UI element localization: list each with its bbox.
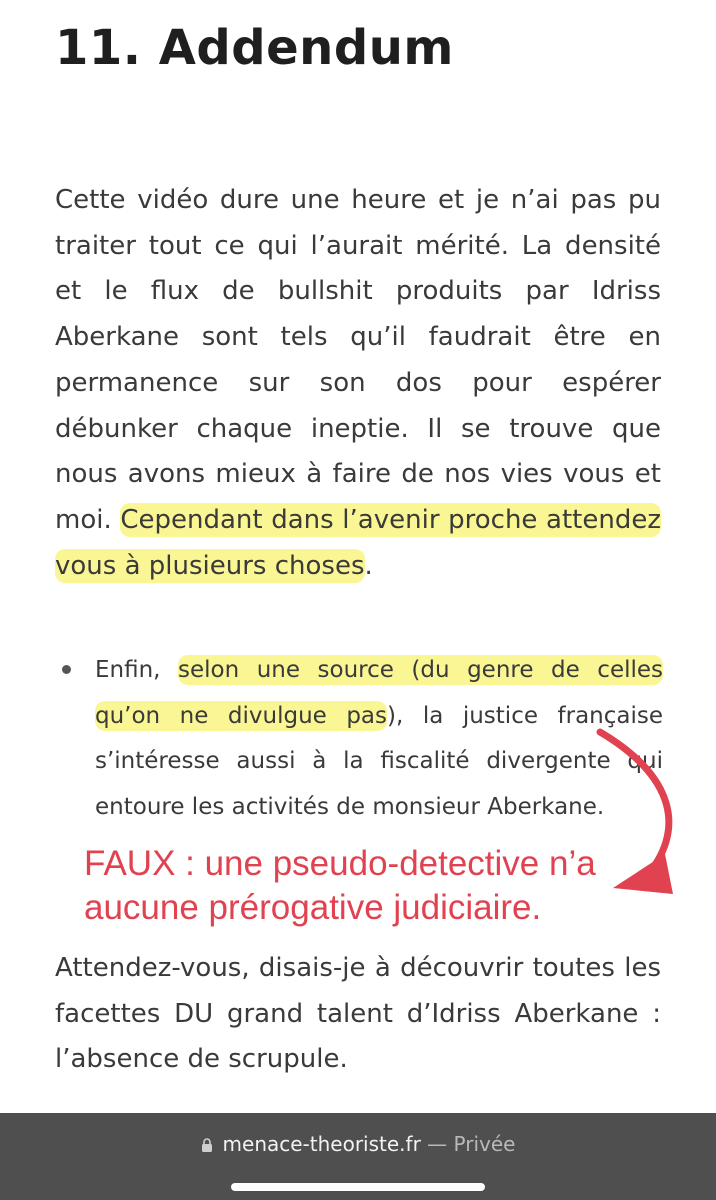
address-bar[interactable]: [0, 1132, 716, 1156]
bullet-item: [95, 648, 663, 831]
annotation-line-1: FAUX : une pseudo-detective n’a: [84, 844, 596, 883]
intro-text: Cette vidéo dure une heure et je n’ai pas pu traiter tout ce qui l’aurait mérité. La densité et le flux de bullshit produits par Idriss Aberkane sont tels qu’il faudrait être en permanence sur son dos pour espérer débunker chaque ineptie. Il se trouve que nous avons mieux à faire de nos vies vous et moi.: [55, 185, 661, 535]
bullet-highlight: selon une source (du genre de celles qu’on ne divulgue pas: [95, 657, 664, 729]
intro-highlight: Cependant dans l’avenir proche attendez vous à plusieurs choses: [55, 504, 661, 581]
bullet-dot: [62, 665, 71, 674]
annotation-note: [84, 842, 596, 930]
private-mode-label: Privée: [453, 1132, 516, 1156]
bullet-tail: ), la justice française s’intéresse aussi à la fiscalité divergente qui entoure les activités de monsieur Aberkane.: [95, 702, 664, 821]
url-domain: menace-theoriste.fr: [222, 1132, 421, 1156]
bullet-lead: Enfin,: [95, 657, 179, 683]
lock-icon: [201, 1138, 213, 1152]
annotation-line-2: aucune prérogative judiciaire.: [84, 888, 542, 927]
closing-paragraph: Attendez-vous, disais-je à découvrir toutes les facettes DU grand talent d’Idriss Aberkane : l’absence de scrupule.: [55, 953, 661, 1075]
annotation-arrow-icon: [585, 720, 705, 900]
intro-paragraph: [55, 178, 661, 589]
intro-tail: .: [364, 550, 373, 581]
article-heading: 11. Addendum: [55, 20, 454, 76]
home-indicator[interactable]: [231, 1183, 485, 1191]
url-separator: —: [420, 1132, 454, 1156]
